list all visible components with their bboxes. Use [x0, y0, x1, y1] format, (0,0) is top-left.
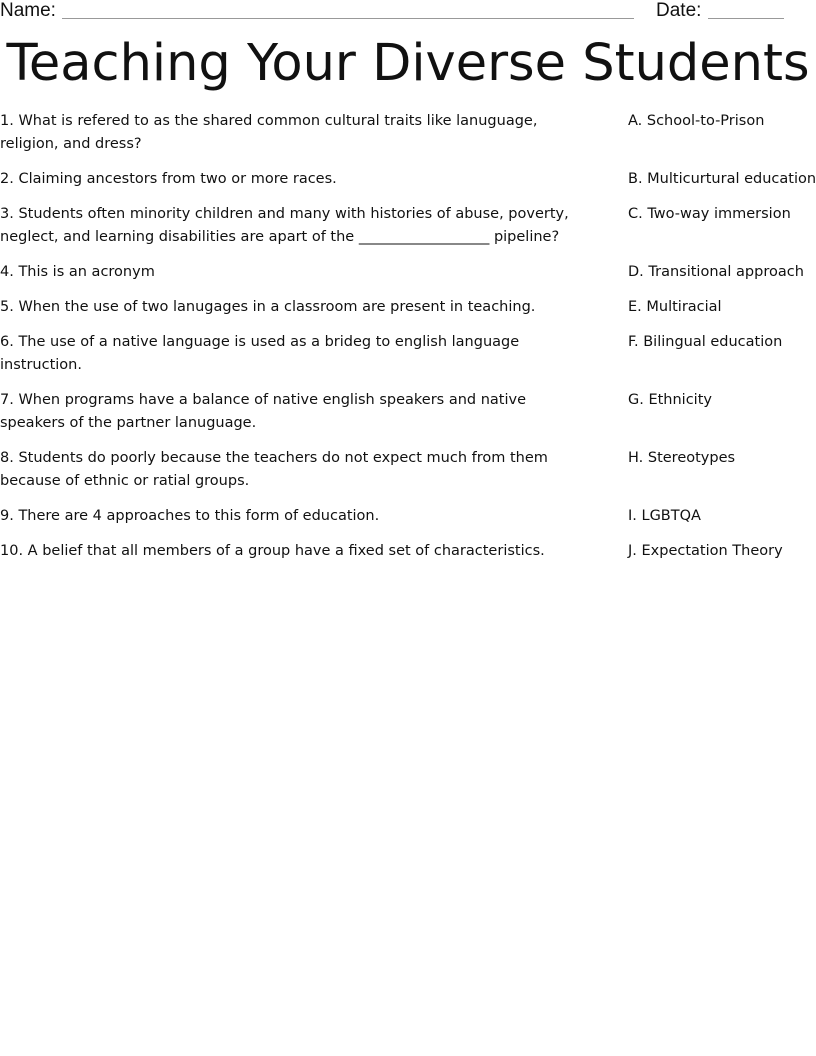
question-6: 6. The use of a native language is used as a brideg to english language instruction. — [0, 334, 520, 373]
answer-c: C. Two-way immersion — [628, 206, 791, 222]
answer-g: G. Ethnicity — [628, 392, 712, 408]
date-label: Date: — [656, 0, 702, 21]
answer-d: D. Transitional approach — [628, 264, 804, 280]
answer-e: E. Multiracial — [628, 299, 722, 315]
question-8: 8. Students do poorly because the teachers do not expect much from them because of ethnic or ratial groups. — [0, 450, 548, 489]
answer-b: B. Multicurtural education — [628, 171, 816, 187]
question-2: 2. Claiming ancestors from two or more races. — [0, 171, 337, 187]
matching-list — [0, 110, 816, 575]
matching-row — [0, 168, 816, 191]
answer-h: H. Stereotypes — [628, 450, 736, 466]
answer-j: J. Expectation Theory — [628, 543, 783, 559]
name-blank-line — [62, 18, 634, 19]
matching-row — [0, 110, 816, 156]
answer-f: F. Bilingual education — [628, 334, 783, 350]
matching-row — [0, 505, 816, 528]
question-3: 3. Students often minority children and many with histories of abuse, poverty, neglect, and learning disabilities are apart of the __________________ pipeline? — [0, 206, 569, 245]
matching-row — [0, 261, 816, 284]
matching-row — [0, 203, 816, 249]
name-label: Name: — [0, 0, 56, 21]
matching-row — [0, 331, 816, 377]
question-1: 1. What is refered to as the shared common cultural traits like lanuguage, religion, and dress? — [0, 113, 538, 152]
question-7: 7. When programs have a balance of native english speakers and native speakers of the partner lanuguage. — [0, 392, 527, 431]
worksheet-header — [0, 0, 816, 28]
question-4: 4. This is an acronym — [0, 264, 155, 280]
matching-row — [0, 540, 816, 563]
matching-row — [0, 389, 816, 435]
question-5: 5. When the use of two lanugages in a classroom are present in teaching. — [0, 299, 536, 315]
date-blank-line — [708, 18, 784, 19]
answer-i: I. LGBTQA — [628, 508, 701, 524]
question-10: 10. A belief that all members of a group have a fixed set of characteristics. — [0, 543, 545, 559]
answer-a: A. School-to-Prison — [628, 113, 765, 129]
matching-row — [0, 296, 816, 319]
matching-row — [0, 447, 816, 493]
question-9: 9. There are 4 approaches to this form of education. — [0, 508, 380, 524]
worksheet-title: Teaching Your Diverse Students — [6, 34, 810, 93]
